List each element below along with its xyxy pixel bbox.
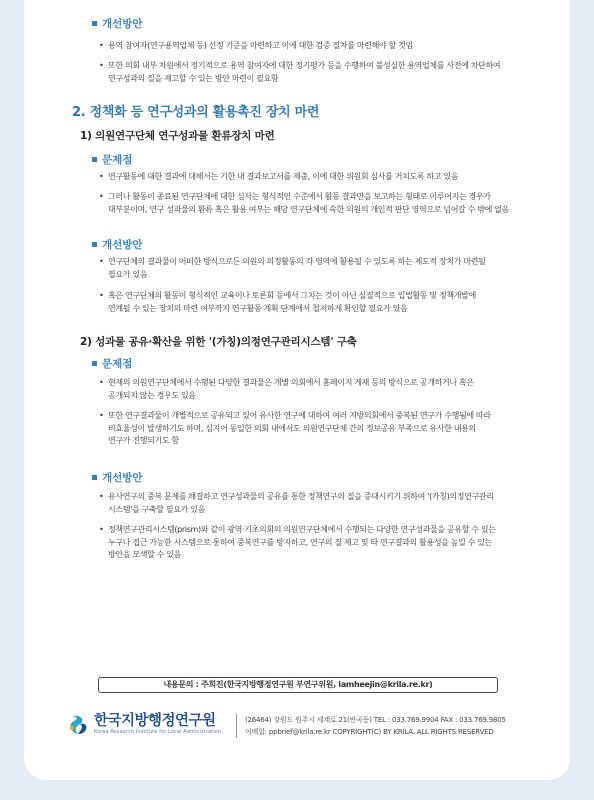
bullet-dot-icon: • — [99, 411, 104, 420]
bullet-dot-icon: • — [99, 61, 104, 70]
krila-logo-icon — [66, 712, 90, 736]
list-item: • 연구단체의 결과물이 어떠한 방식으로든 의원의 의정활동의 각 영역에 활용될 수 있도록 하는 제도적 장치가 마련될 필요가 있음 — [99, 257, 486, 279]
list-item: • 연구활동에 대한 결과에 대해서는 기한 내 결과보고서를 제출, 이에 대한 위원회 심사를 거치도록 하고 있음 — [108, 171, 458, 184]
square-bullet-icon — [92, 475, 97, 480]
footer-address: (26464) 강원도 원주시 세계로 21(반곡동) TEL : 033.769.9904 FAX : 033.769.9805 — [245, 716, 506, 724]
list-item: • 또한 연구결과물이 개별적으로 공유되고 있어 유사한 연구에 대하여 여러 지방의회에서 중복된 연구가 수행됨에 따라 비효율성이 발생하기도 하며, 심지어 동일한 의회 내에서도 의원연구단체 간의 정보공유 부족으로 유사한 내용의 연구가 진행되기도 함 — [99, 411, 491, 445]
footer-divider — [236, 714, 237, 738]
problem-heading-1: 문제점 — [92, 152, 132, 167]
bullet-dot-icon: • — [99, 378, 104, 387]
bullet-dot-icon: • — [99, 192, 104, 201]
footer-email-copyright: 이메일: ppbrief@krila.re.kr COPYRIGHT(C) BY KRILA. ALL RIGHTS RESERVED — [245, 728, 494, 736]
improvement-heading-1: 개선방안 — [92, 16, 143, 31]
improvement-heading-2: 개선방안 — [92, 237, 143, 252]
list-item: • 그러나 활동이 종료된 연구단체에 대한 심사는 형식적인 수준에서 활동 결과만을 보고하는 형태로 이루어지는 경우가 대부분이며, 연구 성과물의 환류 혹은 활용 여부는 해당 연구단체에 속한 의원의 개인적 판단 영역으로 넘어갈 수 밖에 없음 — [99, 192, 509, 214]
square-bullet-icon — [92, 361, 97, 366]
problem-heading-2: 문제점 — [92, 356, 132, 371]
improvement-heading-3: 개선방안 — [92, 470, 143, 485]
logo-text-english: Korea Research Institute for Local Administration — [94, 728, 222, 735]
bullet-dot-icon: • — [99, 492, 104, 501]
bullet-dot-icon: • — [99, 257, 104, 266]
bullet-dot-icon: • — [99, 41, 104, 50]
bullet-dot-icon: • — [99, 172, 104, 181]
list-item: • 현재의 의원연구단체에서 수행된 다양한 결과물은 개별 의회에서 홈페이지 게재 등의 방식으로 공개하거나 혹은 공개되지 않는 경우도 있음 — [99, 378, 474, 400]
contact-box: 내용문의 : 주희진(한국지방행정연구원 부연구위원, iamheejin@krila.re.kr) — [98, 677, 498, 693]
subsection-title-1: 1) 의원연구단체 연구성과물 환류장치 마련 — [80, 130, 275, 142]
logo-text-korean: 한국지방행정연구원 — [94, 712, 216, 729]
subsection-title-2: 2) 성과물 공유·확산을 위한 '(가칭)의정연구관리시스템' 구축 — [80, 336, 357, 348]
square-bullet-icon — [92, 242, 97, 247]
list-item: • 또한 의회 내부 차원에서 정기적으로 용역 참여자에 대한 정기평가 등을 수행하여 불성실한 용역업체를 사전에 차단하여 연구성과의 질을 제고할 수 있는 방안 마련이 필요함 — [99, 61, 501, 83]
square-bullet-icon — [92, 157, 97, 162]
footer-info — [245, 714, 506, 738]
bullet-dot-icon: • — [99, 525, 104, 534]
list-item: • 정책연구관리시스템(prism)와 같이 광역·기초의회의 의원연구단체에서 수행되는 다양한 연구성과물을 공유할 수 있는 누구나 접근 가능한 시스템으로 통하여 중복연구를 방지하고, 연구의 질 제고 및 타 연구결과의 활용성을 높일 수 있는 방안을 모색할 수 있음 — [99, 525, 496, 559]
krila-logo — [66, 712, 221, 736]
list-item: • 유사연구의 중복 문제를 해결하고 연구성과물의 공유를 통한 정책연구의 질을 증대시키기 위하여 '(가칭)의정연구관리 시스템'을 구축할 필요가 있음 — [99, 492, 494, 514]
list-item: • 혹은 연구단체의 활동이 형식적인 교육이나 토론회 등에서 그치는 것이 아닌 실질적으로 입법활동 및 정책개발에 연계될 수 있는 장치의 마련 여부까지 연구활동 계획 단계에서 철저하게 확인할 필요가 있음 — [99, 291, 476, 313]
square-bullet-icon — [92, 21, 97, 26]
list-item: • 용역 참여자(연구용역업체 등) 선정 기준을 마련하고 이에 대한 검증 절차를 마련해야 할 것임 — [108, 40, 413, 53]
section-title: 2. 정책화 등 연구성과의 활용촉진 장치 마련 — [72, 105, 320, 120]
bullet-dot-icon: • — [99, 291, 104, 300]
